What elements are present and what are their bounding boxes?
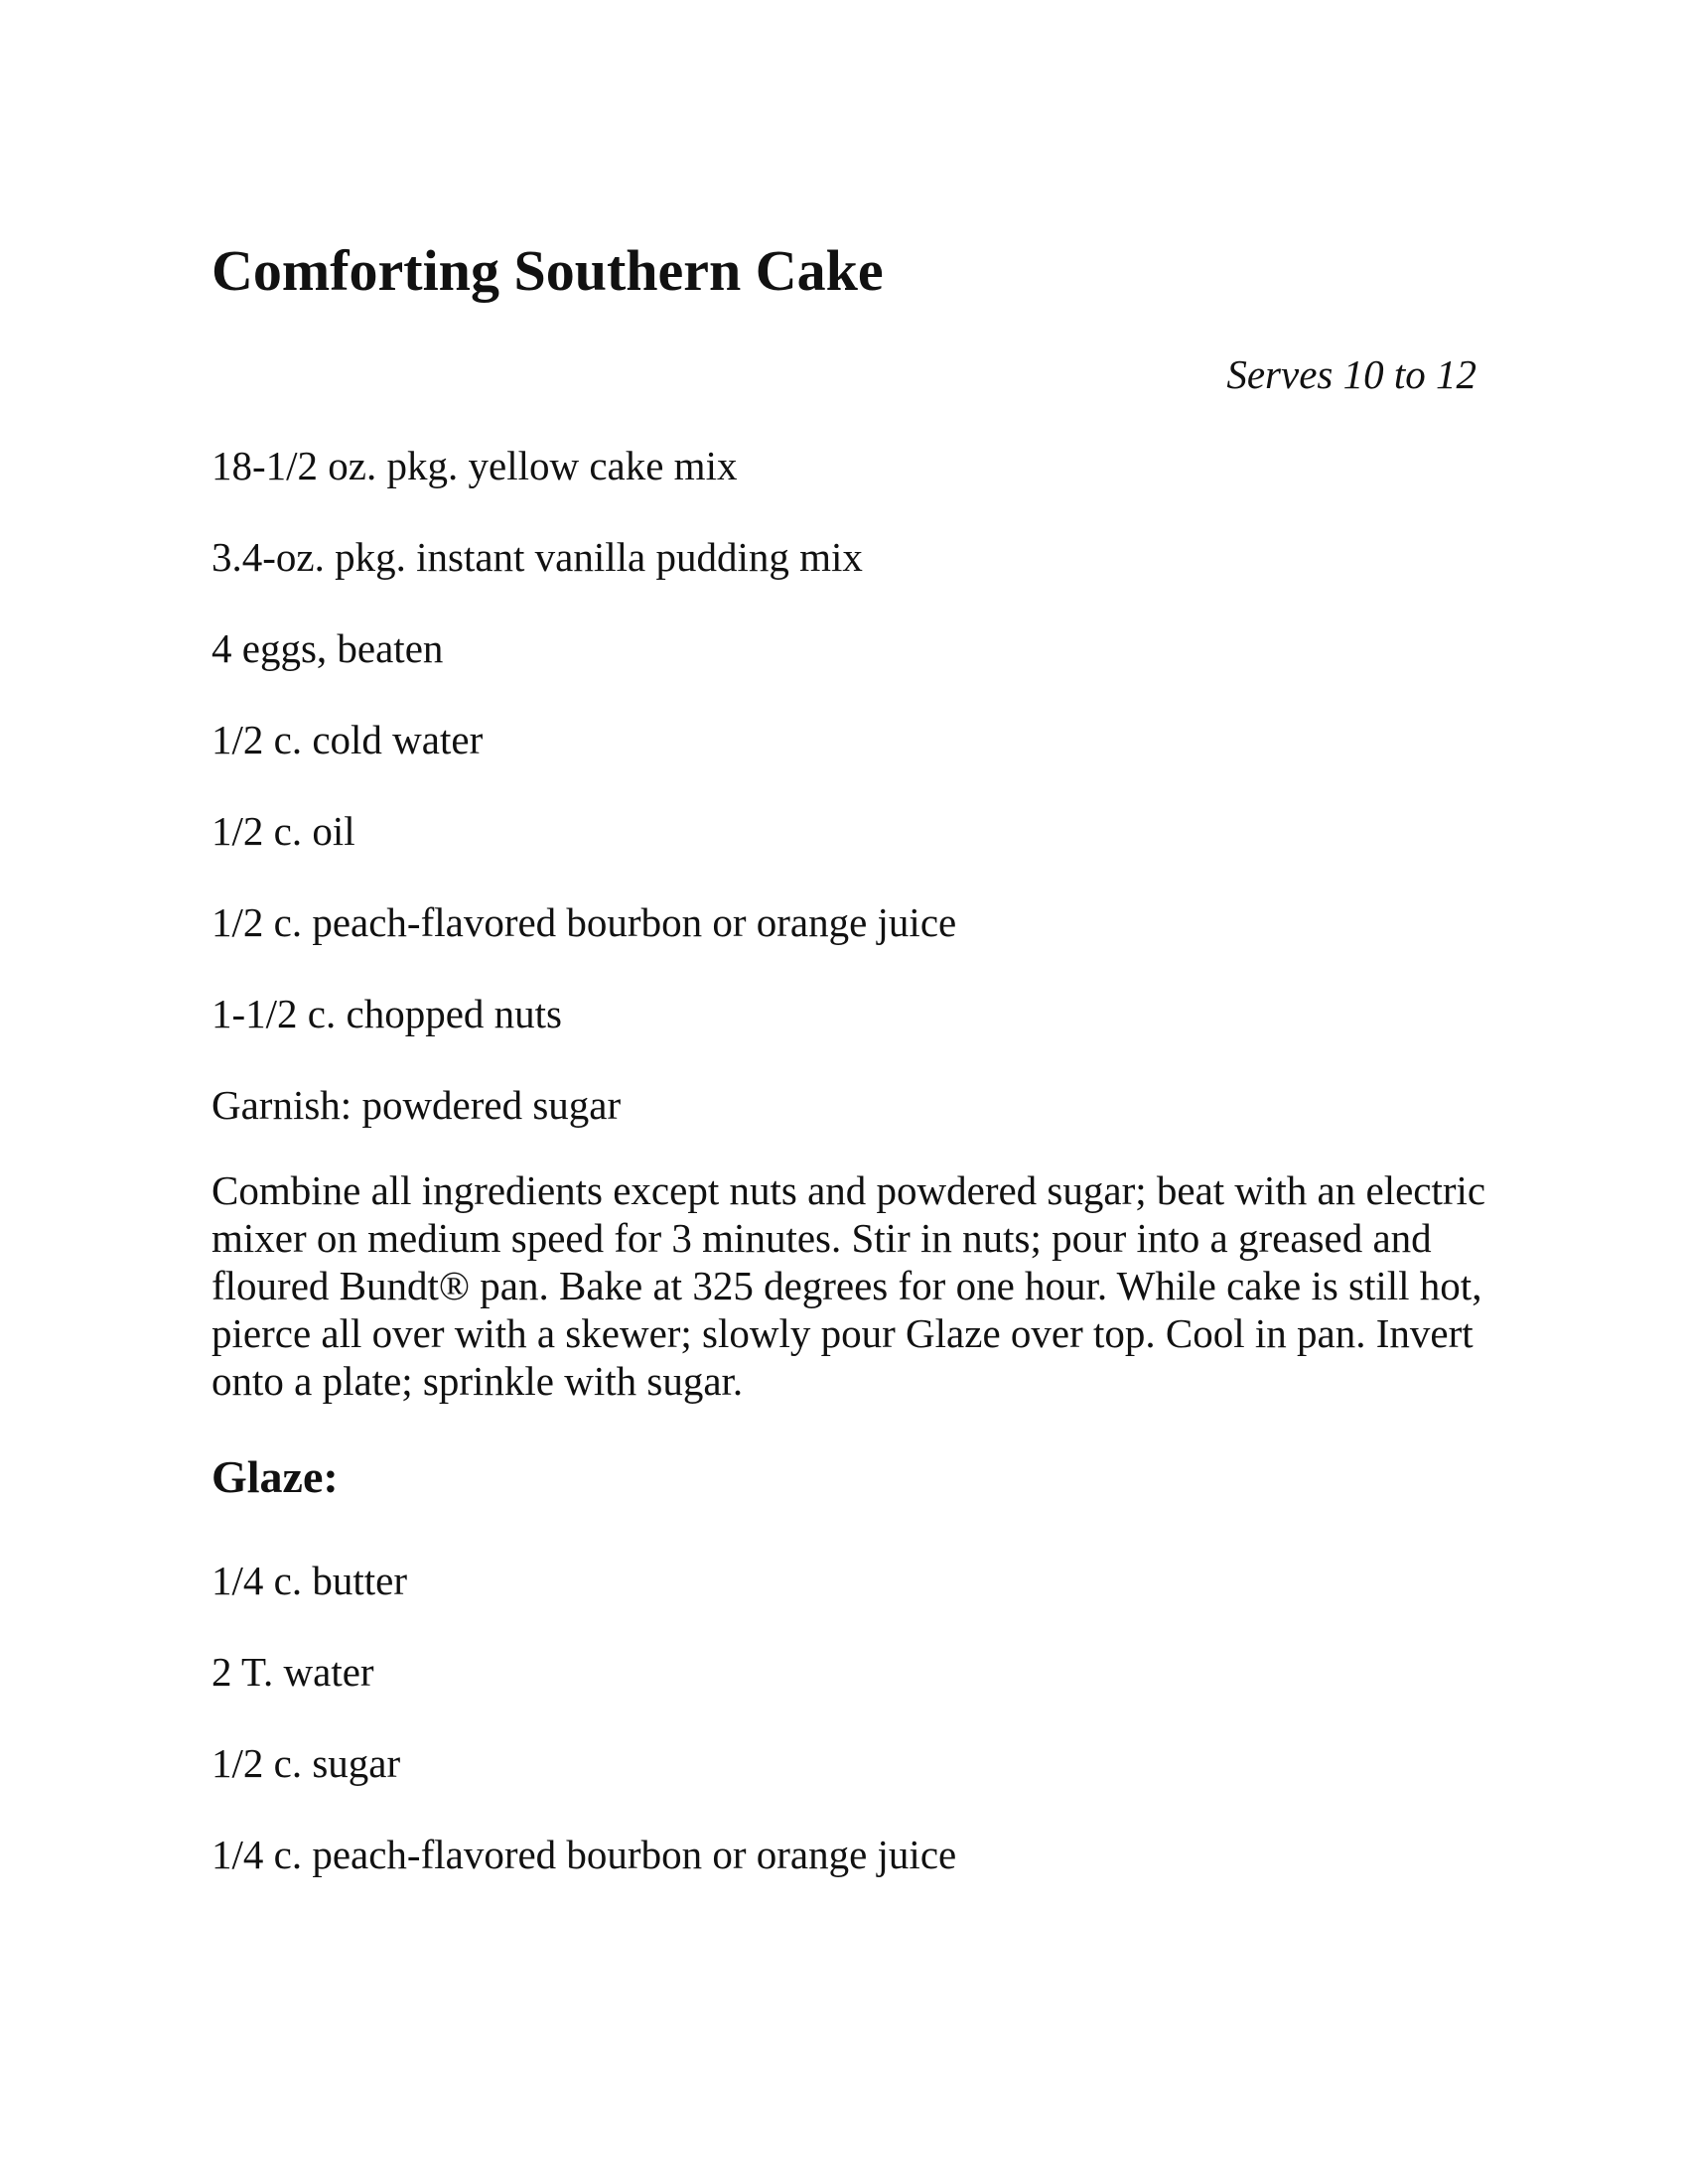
ingredient-item: 1/2 c. peach-flavored bourbon or orange juice	[211, 899, 957, 945]
ingredient-item: 4 eggs, beaten	[211, 625, 444, 671]
ingredient-list	[211, 439, 956, 1169]
ingredient-item: 1-1/2 c. chopped nuts	[211, 991, 562, 1036]
serving-size: Serves 10 to 12	[1226, 351, 1477, 397]
glaze-ingredient-item: 1/2 c. sugar	[211, 1740, 401, 1786]
ingredient-item: 1/2 c. oil	[211, 808, 355, 854]
glaze-ingredient-item: 1/4 c. butter	[211, 1558, 407, 1603]
recipe-title: Comforting Southern Cake	[211, 238, 884, 303]
ingredient-item: 1/2 c. cold water	[211, 717, 484, 762]
glaze-ingredient-item: 2 T. water	[211, 1649, 374, 1695]
ingredient-item: 18-1/2 oz. pkg. yellow cake mix	[211, 443, 738, 488]
garnish-item: Garnish: powdered sugar	[211, 1082, 622, 1128]
recipe-directions: Combine all ingredients except nuts and powdered sugar; beat with an electric mixer on medium speed for 3 minutes. Stir in nuts; pour into a greased and floured Bundt® pan. Bake at 325 degrees for one hour. While cake is still hot, pierce all over with a skewer; slowly pour Glaze over top. Cool in pan. Invert onto a plate; sprinkle with sugar.	[211, 1167, 1486, 1404]
glaze-ingredient-item: 1/4 c. peach-flavored bourbon or orange juice	[211, 1832, 957, 1877]
ingredient-item: 3.4-oz. pkg. instant vanilla pudding mix	[211, 534, 863, 580]
glaze-ingredient-list	[211, 1554, 956, 1919]
glaze-heading: Glaze:	[211, 1451, 339, 1502]
